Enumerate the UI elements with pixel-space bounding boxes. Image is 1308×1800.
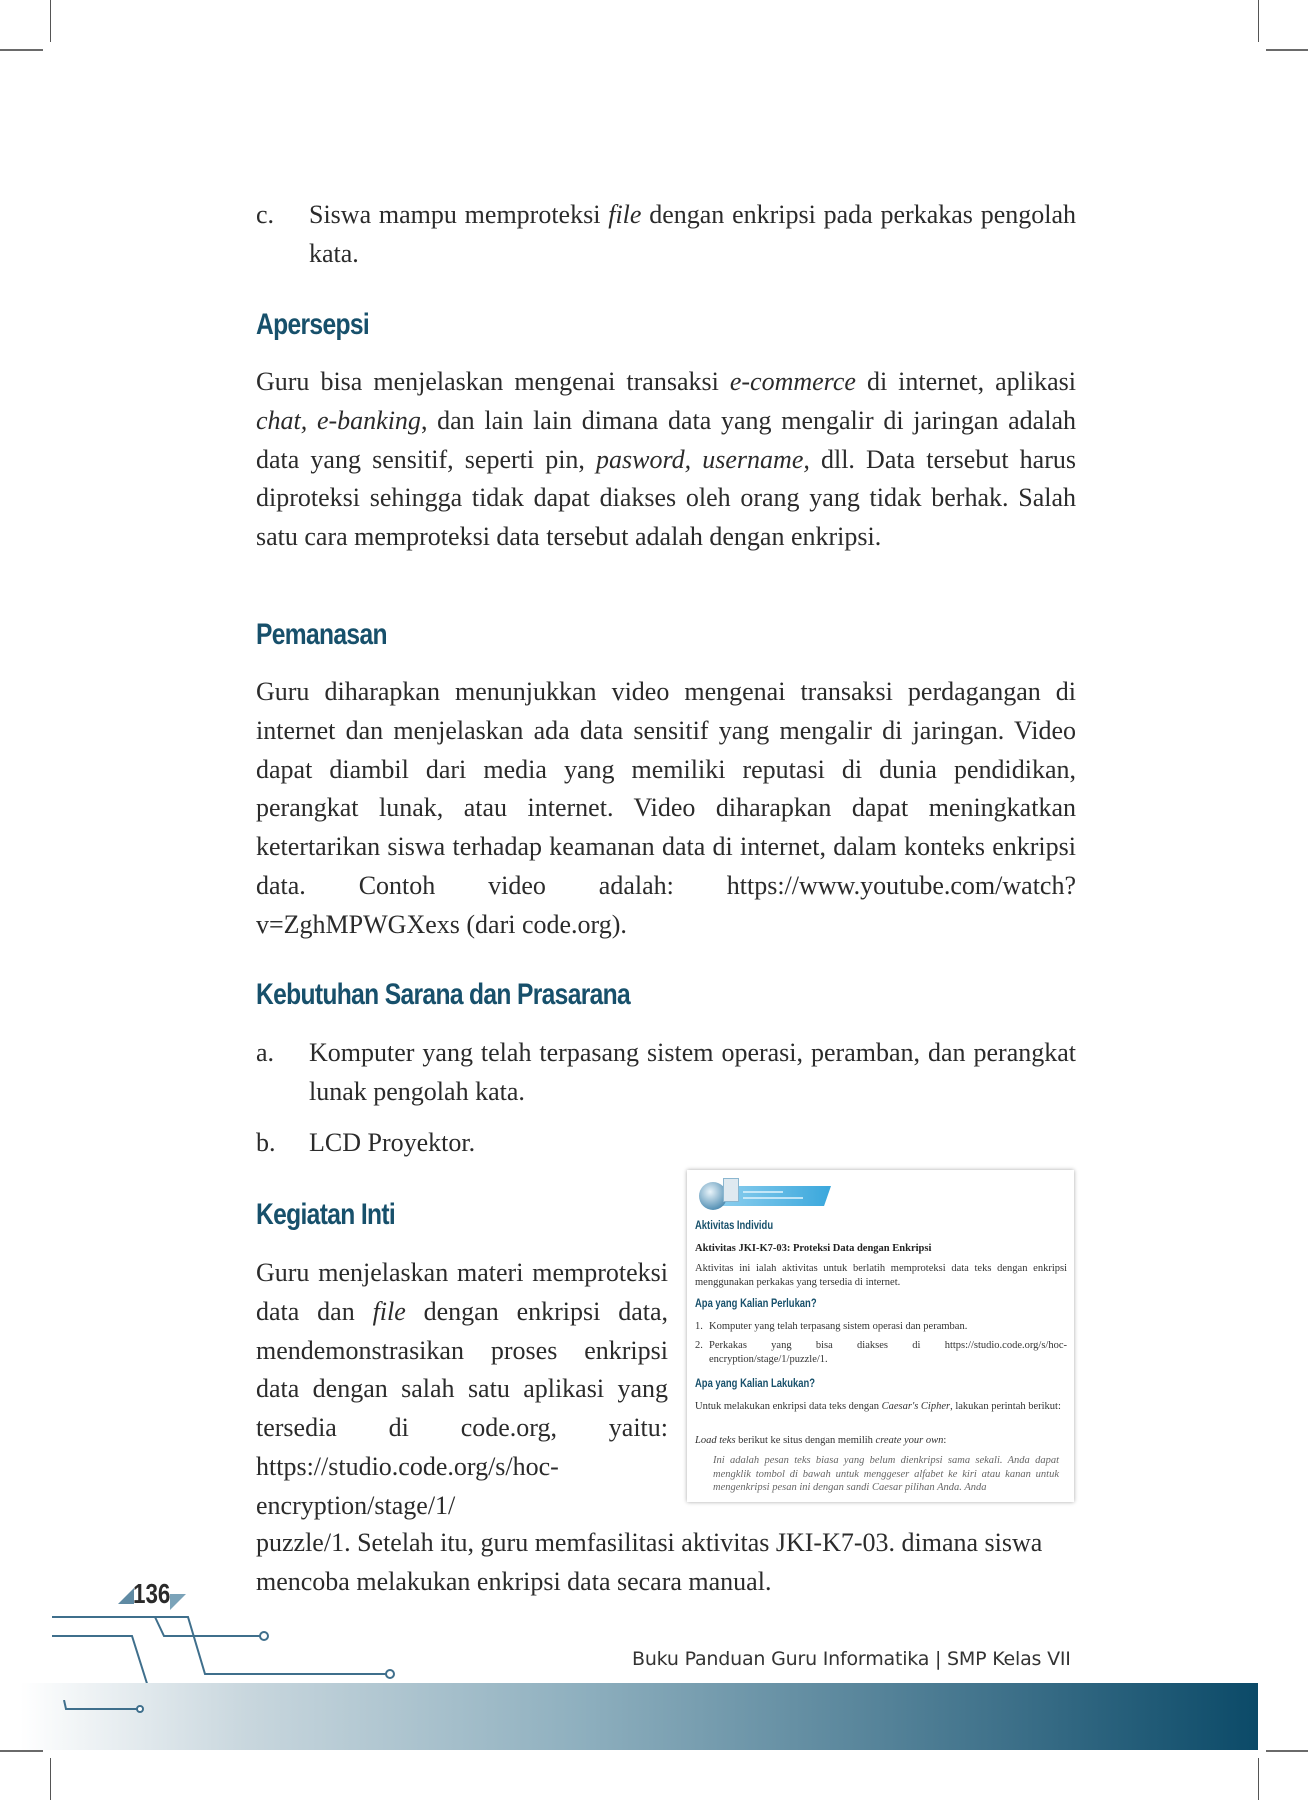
book-title-footer: Buku Panduan Guru Informatika | SMP Kelas VII	[632, 1648, 1071, 1670]
heading-kegiatan-inti: Kegiatan Inti	[256, 1198, 396, 1231]
activity-title: Aktivitas JKI-K7-03: Proteksi Data dengan Enkripsi	[695, 1243, 932, 1254]
activity-do-heading: Apa yang Kalian Lakukan?	[695, 1378, 816, 1390]
crop-mark-bottom-left	[50, 1758, 51, 1800]
activity-box	[687, 1170, 1074, 1502]
activity-load-text: Load teks berikut ke situs dengan memilih create your own:	[695, 1435, 947, 1446]
kegiatan-inti-paragraph-wide: puzzle/1. Setelah itu, guru memfasilitasi aktivitas JKI-K7-03. dimana siswa mencoba melakukan enkripsi data secara manual.	[256, 1528, 1043, 1596]
list-marker: a.	[256, 1038, 275, 1067]
page-number-right-arrow-icon	[170, 1594, 186, 1610]
activity-do-text: Untuk melakukan enkripsi data teks dengan Caesar's Cipher, lakukan perintah berikut:	[695, 1401, 1061, 1412]
crop-mark-top-right	[1258, 0, 1259, 42]
sarana-item-b	[256, 1124, 1076, 1163]
crop-mark-top-left	[50, 0, 51, 42]
objective-item-c	[256, 196, 1076, 274]
activity-needs-heading: Apa yang Kalian Perlukan?	[695, 1298, 817, 1310]
kegiatan-inti-paragraph-narrow: Guru menjelaskan materi memproteksi data dan file dengan enkripsi data, mendemonstrasikan proses enkripsi data dengan salah satu aplikasi yang tersedia di code.org, yaitu: https://studio.code.org/s/hoc-encryption/stage/1/	[256, 1258, 668, 1520]
crop-mark-bottom-right	[1258, 1758, 1259, 1800]
activity-quote: Ini adalah pesan teks biasa yang belum dienkripsi sama sekali. Anda dapat mengklik tombol di bawah untuk menggeser alfabet ke kiri atau kanan untuk mengenkripsi pesan ini dengan sandi Caesar pilihan Anda. Anda	[713, 1455, 1059, 1493]
computer-board-banner-icon	[695, 1178, 835, 1210]
pemanasan-paragraph: Guru diharapkan menunjukkan video mengenai transaksi perdagangan di internet dan menjelaskan ada data sensitif yang mengalir di jaringan. Video dapat diambil dari media yang memiliki reputasi di dunia pendidikan, perangkat lunak, atau internet. Video diharapkan dapat meningkatkan ketertarikan siswa terhadap keamanan data di internet, dalam konteks enkripsi data. Contoh video adalah: https://www.youtube.com/watch?v=ZghMPWGXexs (dari code.org).	[256, 677, 1076, 939]
activity-category: Aktivitas Individu	[695, 1220, 774, 1232]
crop-mark-top-left-h	[0, 49, 43, 51]
crop-mark-top-right-h	[1266, 49, 1308, 51]
heading-pemanasan: Pemanasan	[256, 618, 387, 651]
sarana-item-text: Komputer yang telah terpasang sistem operasi, peramban, dan perangkat lunak pengolah kata.	[309, 1038, 1076, 1106]
heading-apersepsi: Apersepsi	[256, 308, 370, 341]
circuit-lines-decoration-bottom	[0, 1700, 200, 1720]
activity-need-item: 2. Perkakas yang bisa diakses di https://studio.code.org/s/hoc-encryption/stage/1/puzzle/1.	[695, 1340, 1067, 1365]
activity-intro: Aktivitas ini ialah aktivitas untuk berlatih memproteksi data teks dengan enkripsi menggunakan perkakas yang tersedia di internet.	[695, 1263, 1067, 1288]
list-marker: b.	[256, 1128, 276, 1157]
apersepsi-paragraph: Guru bisa menjelaskan mengenai transaksi e-commerce di internet, aplikasi chat, e-banking, dan lain lain dimana data yang mengalir di jaringan adalah data yang sensitif, seperti pin, pasword, username, dll. Data tersebut harus diproteksi sehingga tidak dapat diakses oleh orang yang tidak berhak. Salah satu cara memproteksi data tersebut adalah dengan enkripsi.	[256, 367, 1076, 552]
page-number: 136	[133, 1578, 171, 1609]
sarana-item-a	[256, 1034, 1076, 1112]
sarana-item-text: LCD Proyektor.	[309, 1128, 476, 1157]
crop-mark-bottom-right-h	[1266, 1750, 1308, 1752]
objective-text: Siswa mampu memproteksi file dengan enkripsi pada perkakas pengolah kata.	[309, 200, 1076, 268]
list-marker: c.	[256, 200, 275, 229]
page-number-left-arrow-icon	[118, 1588, 134, 1604]
activity-need-item: 1. Komputer yang telah terpasang sistem operasi dan peramban.	[695, 1321, 968, 1332]
footer-gradient-band	[20, 1683, 1258, 1750]
crop-mark-bottom-left-h	[0, 1750, 43, 1752]
heading-sarana: Kebutuhan Sarana dan Prasarana	[256, 978, 631, 1011]
